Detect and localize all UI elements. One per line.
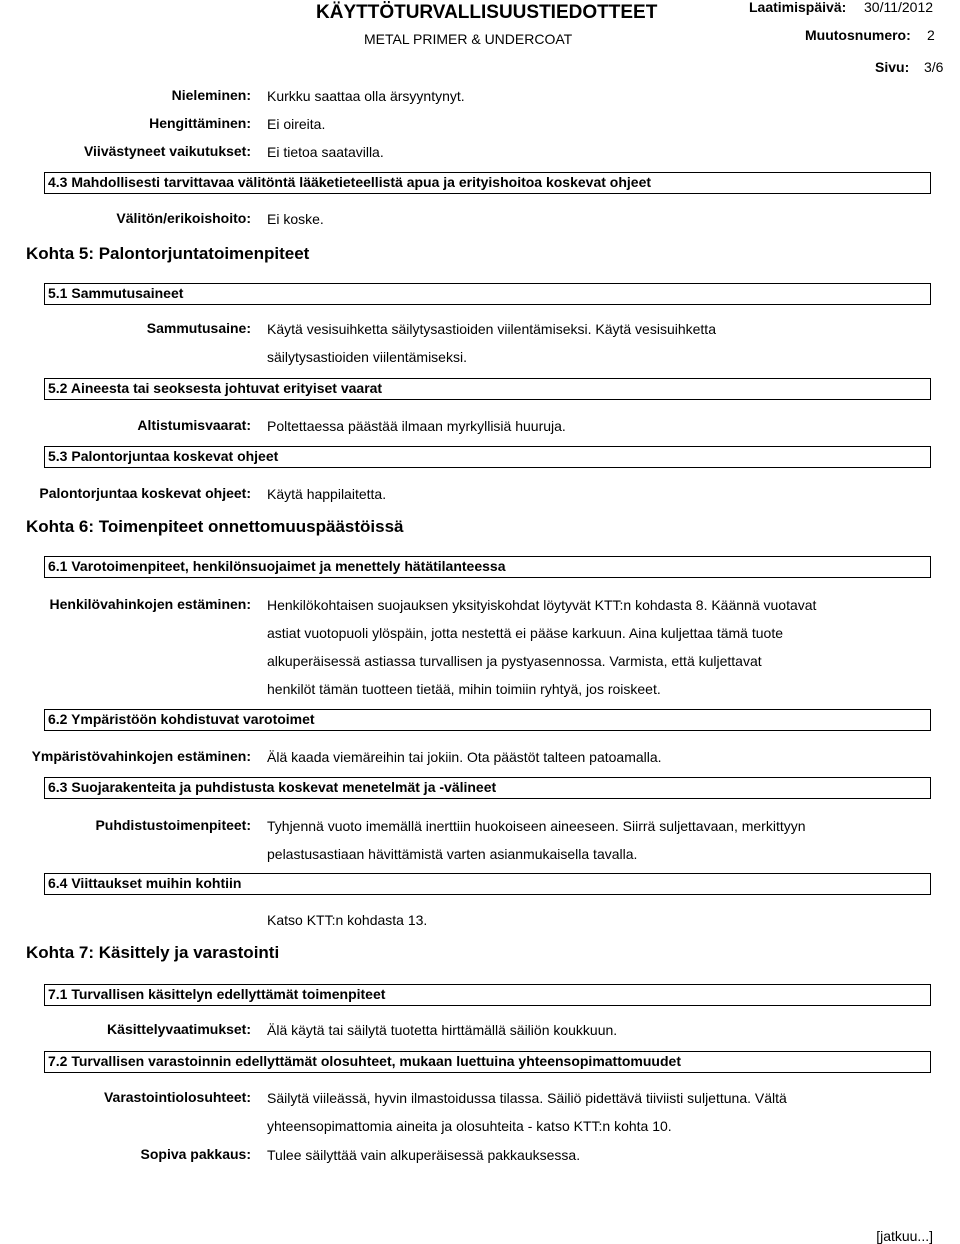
immediate-care-label: Välitön/erikoishoito: [116,210,251,226]
personal-precautions-label: Henkilövahinkojen estäminen: [49,596,251,612]
firefighting-advice-label: Palontorjuntaa koskevat ohjeet: [39,485,251,501]
subsection-6-3-title: 6.3 Suojarakenteita ja puhdistusta koskevat menetelmät ja -välineet [44,777,931,799]
subsection-6-4-title: 6.4 Viittaukset muihin kohtiin [44,873,931,895]
environmental-precautions-value: Älä kaada viemäreihin tai jokiin. Ota päästöt talteen patoamalla. [267,749,662,765]
inhalation-label: Hengittäminen: [149,115,251,131]
page-value: 3/6 [924,59,944,75]
storage-conditions-line-1: Säilytä viileässä, hyvin ilmastoidussa tilassa. Säiliö pidettävä tiiviisti suljettuna. Vältä [267,1090,787,1106]
revision-label: Muutosnumero: [805,27,911,43]
suitable-packaging-label: Sopiva pakkaus: [140,1146,251,1162]
subsection-7-1-title: 7.1 Turvallisen käsittelyn edellyttämät toimenpiteet [44,984,931,1006]
reference-other-sections-value: Katso KTT:n kohdasta 13. [267,912,428,928]
ingestion-label: Nieleminen: [171,87,251,103]
subsection-4-3-title: 4.3 Mahdollisesti tarvittavaa välitöntä lääketieteellistä apua ja erityishoitoa koskevat ohjeet [44,172,931,194]
handling-requirements-label: Käsittelyvaatimukset: [107,1021,251,1037]
section-5-heading: Kohta 5: Palontorjuntatoimenpiteet [26,244,310,263]
environmental-precautions-label: Ympäristövahinkojen estäminen: [31,748,251,764]
subsection-7-2-title: 7.2 Turvallisen varastoinnin edellyttämät olosuhteet, mukaan luettuina yhteensopimattomuudet [44,1051,931,1073]
cleanup-procedures-line-1: Tyhjennä vuoto imemällä inerttiin huokoiseen aineeseen. Siirrä suljettavaan, merkittyyn [267,818,806,834]
exposure-hazards-label: Altistumisvaarat: [137,417,251,433]
personal-precautions-line-2: astiat vuotopuoli ylöspäin, jotta nestettä ei pääse karkuun. Aina kuljettaa tämä tuote [267,625,783,641]
extinguishing-media-line-1: Käytä vesisuihketta säilytysastioiden viilentämiseksi. Käytä vesisuihketta [267,321,716,337]
personal-precautions-line-4: henkilöt tämän tuotteen tietää, mihin toimiin ryhtyä, jos roiskeet. [267,681,661,697]
personal-precautions-line-3: alkuperäisessä astiassa turvallisen ja pystyasennossa. Varmista, että kuljettavat [267,653,762,669]
continued-marker: [jatkuu...] [876,1228,933,1244]
delayed-effects-label: Viivästyneet vaikutukset: [83,143,251,159]
immediate-care-value: Ei koske. [267,211,324,227]
ingestion-value: Kurkku saattaa olla ärsyyntynyt. [267,88,465,104]
date-value: 30/11/2012 [864,0,934,15]
delayed-effects-value: Ei tietoa saatavilla. [267,144,384,160]
section-6-heading: Kohta 6: Toimenpiteet onnettomuuspäästöissä [26,517,404,536]
date-label: Laatimispäivä: [749,0,847,15]
product-name: METAL PRIMER & UNDERCOAT [364,31,573,47]
exposure-hazards-value: Poltettaessa päästää ilmaan myrkyllisiä huuruja. [267,418,566,434]
section-7-heading: Kohta 7: Käsittely ja varastointi [26,943,280,962]
cleanup-procedures-line-2: pelastusastiaan hävittämistä varten asianmukaisella tavalla. [267,846,638,862]
storage-conditions-label: Varastointiolosuhteet: [103,1089,251,1105]
storage-conditions-line-2: yhteensopimattomia aineita ja olosuhteita - katso KTT:n kohta 10. [267,1118,672,1134]
extinguishing-media-label: Sammutusaine: [146,320,251,336]
subsection-5-1-title: 5.1 Sammutusaineet [44,283,931,305]
handling-requirements-value: Älä käytä tai säilytä tuotetta hirttämällä säiliön koukkuun. [267,1022,618,1038]
subsection-5-2-title: 5.2 Aineesta tai seoksesta johtuvat erityiset vaarat [44,378,931,400]
suitable-packaging-value: Tulee säilyttää vain alkuperäisessä pakkauksessa. [267,1147,581,1163]
subsection-6-2-title: 6.2 Ympäristöön kohdistuvat varotoimet [44,709,931,731]
extinguishing-media-line-2: säilytysastioiden viilentämiseksi. [267,349,467,365]
inhalation-value: Ei oireita. [267,116,326,132]
subsection-5-3-title: 5.3 Palontorjuntaa koskevat ohjeet [44,446,931,468]
cleanup-procedures-label: Puhdistustoimenpiteet: [95,817,251,833]
page-label: Sivu: [875,59,910,75]
document-title: KÄYTTÖTURVALLISUUSTIEDOTTEET [316,2,658,23]
revision-value: 2 [927,27,935,43]
personal-precautions-line-1: Henkilökohtaisen suojauksen yksityiskohdat löytyvät KTT:n kohdasta 8. Käännä vuotavat [267,597,817,613]
subsection-6-1-title: 6.1 Varotoimenpiteet, henkilönsuojaimet ja menettely hätätilanteessa [44,556,931,578]
firefighting-advice-value: Käytä happilaitetta. [267,486,387,502]
